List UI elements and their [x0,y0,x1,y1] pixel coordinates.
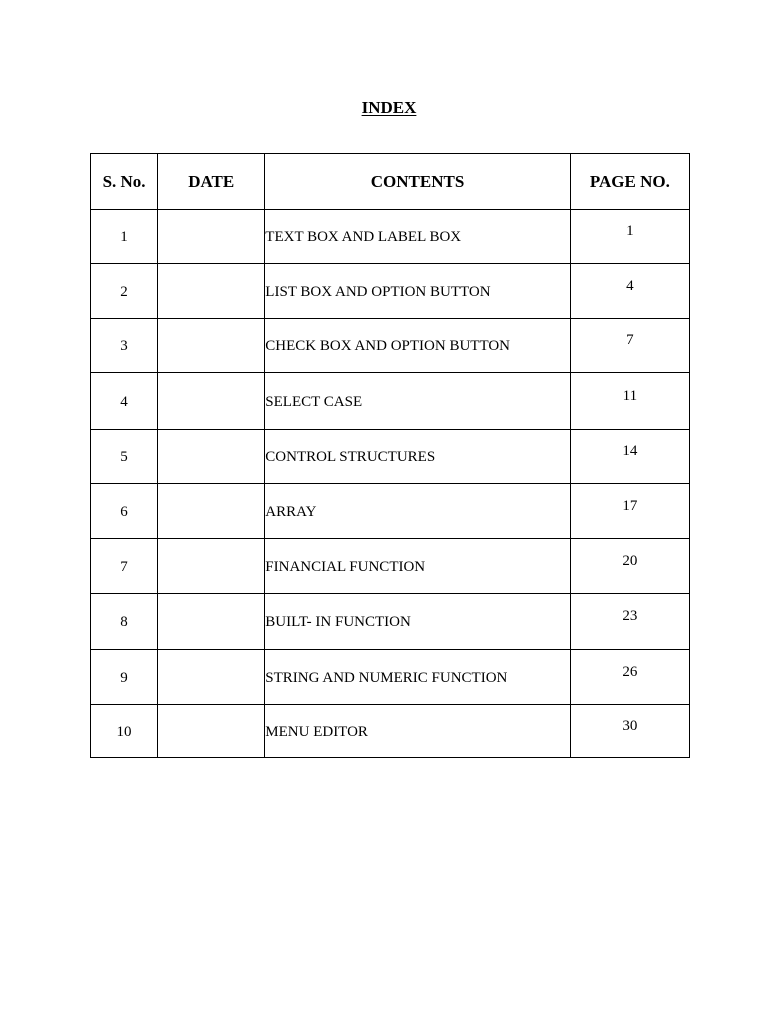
cell-page-no [570,539,689,594]
sno-text: 2 [120,283,128,300]
page-no-text: 30 [622,717,638,734]
cell-page-no [570,705,689,758]
page-no-text: 14 [622,443,638,459]
cell-date [158,594,265,650]
page-no-text: 17 [622,497,638,514]
sno-text: 6 [120,503,128,520]
sno-text: 10 [116,723,132,740]
sno-text: 4 [120,393,128,410]
table-row [91,539,690,594]
sno-text: 9 [120,669,128,686]
sno-text: 5 [120,449,128,465]
header-date: DATE [158,154,265,210]
table-row [91,373,690,430]
cell-contents [265,264,571,319]
cell-page-no [570,373,689,430]
table-row [91,705,690,758]
contents-text: STRING AND NUMERIC FUNCTION [265,669,508,686]
cell-contents [265,705,571,758]
cell-page-no [570,594,689,650]
page-no-text: 7 [626,332,634,348]
cell-contents [265,373,571,430]
table-row [91,594,690,650]
page-no-text: 11 [622,387,638,404]
header-sno: S. No. [91,154,158,210]
cell-page-no [570,484,689,539]
cell-sno [91,319,158,373]
sno-text: 7 [120,558,128,575]
table-row [91,319,690,373]
table-row [91,484,690,539]
page-no-text: 20 [622,552,638,569]
sno-text: 1 [120,229,128,245]
cell-sno [91,484,158,539]
cell-date [158,373,265,430]
table-body [91,210,690,758]
cell-page-no [570,319,689,373]
cell-date [158,264,265,319]
contents-text: FINANCIAL FUNCTION [265,558,426,575]
contents-text: BUILT- IN FUNCTION [265,614,411,630]
page-no-text: 23 [622,608,638,624]
contents-text: ARRAY [265,503,317,520]
contents-text: MENU EDITOR [265,723,368,740]
cell-contents [265,594,571,650]
page-no-text: 26 [622,663,638,680]
contents-text: CONTROL STRUCTURES [265,449,436,465]
page-no-text: 4 [626,277,634,294]
cell-date [158,705,265,758]
cell-contents [265,539,571,594]
contents-text: SELECT CASE [265,393,363,410]
contents-text: CHECK BOX AND OPTION BUTTON [265,338,511,354]
cell-date [158,539,265,594]
contents-text: TEXT BOX AND LABEL BOX [265,229,462,245]
cell-sno [91,264,158,319]
cell-page-no [570,650,689,705]
cell-sno [91,430,158,484]
sno-text: 3 [120,338,128,354]
cell-date [158,484,265,539]
table-header [91,154,690,210]
table-row [91,210,690,264]
cell-page-no [570,210,689,264]
header-page-no: PAGE NO. [570,154,689,210]
page-title: INDEX [361,98,417,117]
cell-sno [91,594,158,650]
cell-sno [91,539,158,594]
cell-date [158,650,265,705]
cell-page-no [570,430,689,484]
cell-page-no [570,264,689,319]
cell-sno [91,650,158,705]
cell-date [158,430,265,484]
cell-contents [265,484,571,539]
header-contents: CONTENTS [265,154,571,210]
cell-contents [265,430,571,484]
cell-contents [265,210,571,264]
table-row [91,430,690,484]
cell-sno [91,210,158,264]
table-row [91,650,690,705]
cell-sno [91,705,158,758]
contents-text: LIST BOX AND OPTION BUTTON [265,283,491,300]
cell-contents [265,650,571,705]
sno-text: 8 [120,614,128,630]
index-table [90,153,690,758]
cell-sno [91,373,158,430]
cell-date [158,319,265,373]
cell-contents [265,319,571,373]
page-no-text: 1 [626,223,634,239]
table-row [91,264,690,319]
cell-date [158,210,265,264]
header-row [91,154,690,210]
